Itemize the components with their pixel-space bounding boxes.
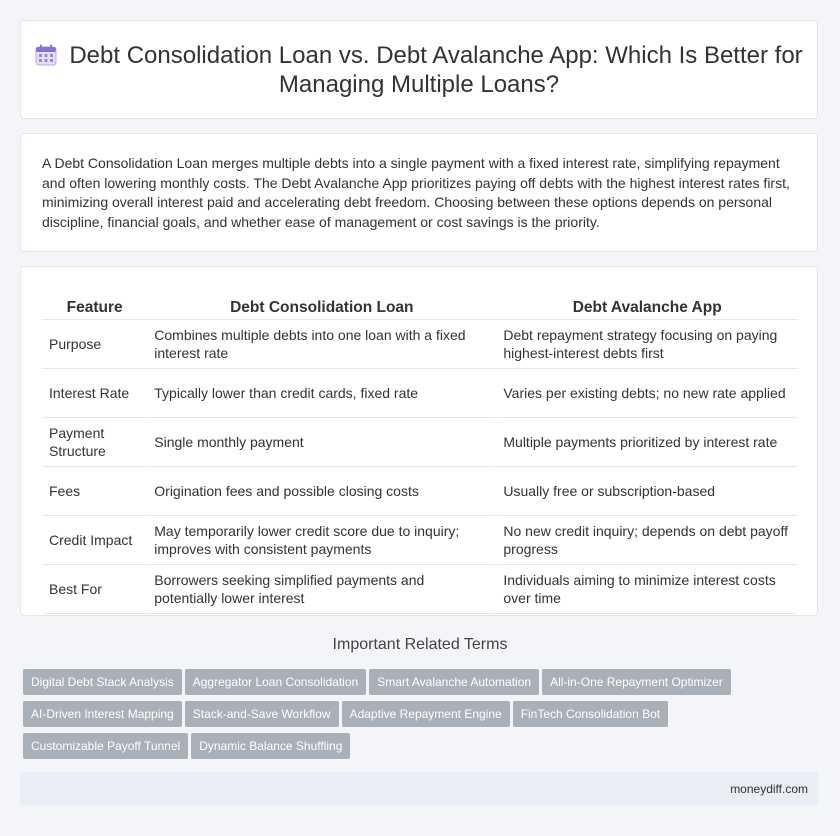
row-avalanche: No new credit inquiry; depends on debt payoff progress bbox=[495, 516, 797, 565]
related-term-tag[interactable]: All-in-One Repayment Optimizer bbox=[542, 669, 731, 695]
related-term-tag[interactable]: Digital Debt Stack Analysis bbox=[23, 669, 182, 695]
intro-card bbox=[20, 133, 818, 252]
row-consolidation: Typically lower than credit cards, fixed rate bbox=[146, 369, 495, 418]
related-term-tag[interactable]: FinTech Consolidation Bot bbox=[513, 701, 668, 727]
table-header-row bbox=[43, 295, 797, 320]
related-term-tag[interactable]: AI-Driven Interest Mapping bbox=[23, 701, 182, 727]
row-feature: Interest Rate bbox=[43, 369, 146, 418]
row-consolidation: Origination fees and possible closing costs bbox=[146, 467, 495, 516]
row-feature: Purpose bbox=[43, 320, 146, 369]
header-avalanche: Debt Avalanche App bbox=[495, 295, 797, 320]
row-feature: Credit Impact bbox=[43, 516, 146, 565]
page-title-text: Debt Consolidation Loan vs. Debt Avalanche App: Which Is Better for Managing Multiple Loans? bbox=[69, 42, 803, 98]
comparison-card bbox=[20, 266, 818, 616]
related-term-tag[interactable]: Dynamic Balance Shuffling bbox=[191, 733, 350, 759]
row-avalanche: Individuals aiming to minimize interest costs over time bbox=[495, 565, 797, 614]
table-row bbox=[43, 565, 797, 614]
header-consolidation: Debt Consolidation Loan bbox=[146, 295, 495, 320]
title-card bbox=[20, 20, 818, 119]
comparison-table bbox=[43, 295, 797, 614]
row-avalanche: Usually free or subscription-based bbox=[495, 467, 797, 516]
related-terms-list bbox=[23, 669, 823, 765]
header-feature: Feature bbox=[43, 295, 146, 320]
calendar-icon bbox=[35, 44, 57, 66]
footer-site-link[interactable]: moneydiff.com bbox=[730, 782, 808, 796]
row-feature: Fees bbox=[43, 467, 146, 516]
related-term-tag[interactable]: Smart Avalanche Automation bbox=[369, 669, 539, 695]
table-row bbox=[43, 418, 797, 467]
table-row bbox=[43, 467, 797, 516]
table-row bbox=[43, 516, 797, 565]
related-term-tag[interactable]: Stack-and-Save Workflow bbox=[185, 701, 339, 727]
row-avalanche: Debt repayment strategy focusing on paying highest-interest debts first bbox=[495, 320, 797, 369]
row-consolidation: Single monthly payment bbox=[146, 418, 495, 467]
related-term-tag[interactable]: Aggregator Loan Consolidation bbox=[185, 669, 366, 695]
row-avalanche: Varies per existing debts; no new rate applied bbox=[495, 369, 797, 418]
related-term-tag[interactable]: Adaptive Repayment Engine bbox=[342, 701, 510, 727]
table-row bbox=[43, 320, 797, 369]
row-avalanche: Multiple payments prioritized by interest rate bbox=[495, 418, 797, 467]
page-title bbox=[21, 41, 817, 99]
row-feature: Best For bbox=[43, 565, 146, 614]
row-consolidation: Borrowers seeking simplified payments and potentially lower interest bbox=[146, 565, 495, 614]
table-row bbox=[43, 369, 797, 418]
related-term-tag[interactable]: Customizable Payoff Tunnel bbox=[23, 733, 188, 759]
related-terms-title: Important Related Terms bbox=[332, 636, 508, 653]
footer bbox=[20, 772, 818, 805]
row-consolidation: Combines multiple debts into one loan with a fixed interest rate bbox=[146, 320, 495, 369]
row-consolidation: May temporarily lower credit score due to inquiry; improves with consistent payments bbox=[146, 516, 495, 565]
row-feature: Payment Structure bbox=[43, 418, 146, 467]
intro-paragraph: A Debt Consolidation Loan merges multiple debts into a single payment with a fixed interest rate, simplifying repayment and often lowering monthly costs. The Debt Avalanche App prioritizes paying off debts with the highest interest rates first, minimizing overall interest paid and accelerating debt freedom. Choosing between these options depends on personal discipline, financial goals, and whether ease of management or cost savings is the priority. bbox=[42, 155, 790, 230]
